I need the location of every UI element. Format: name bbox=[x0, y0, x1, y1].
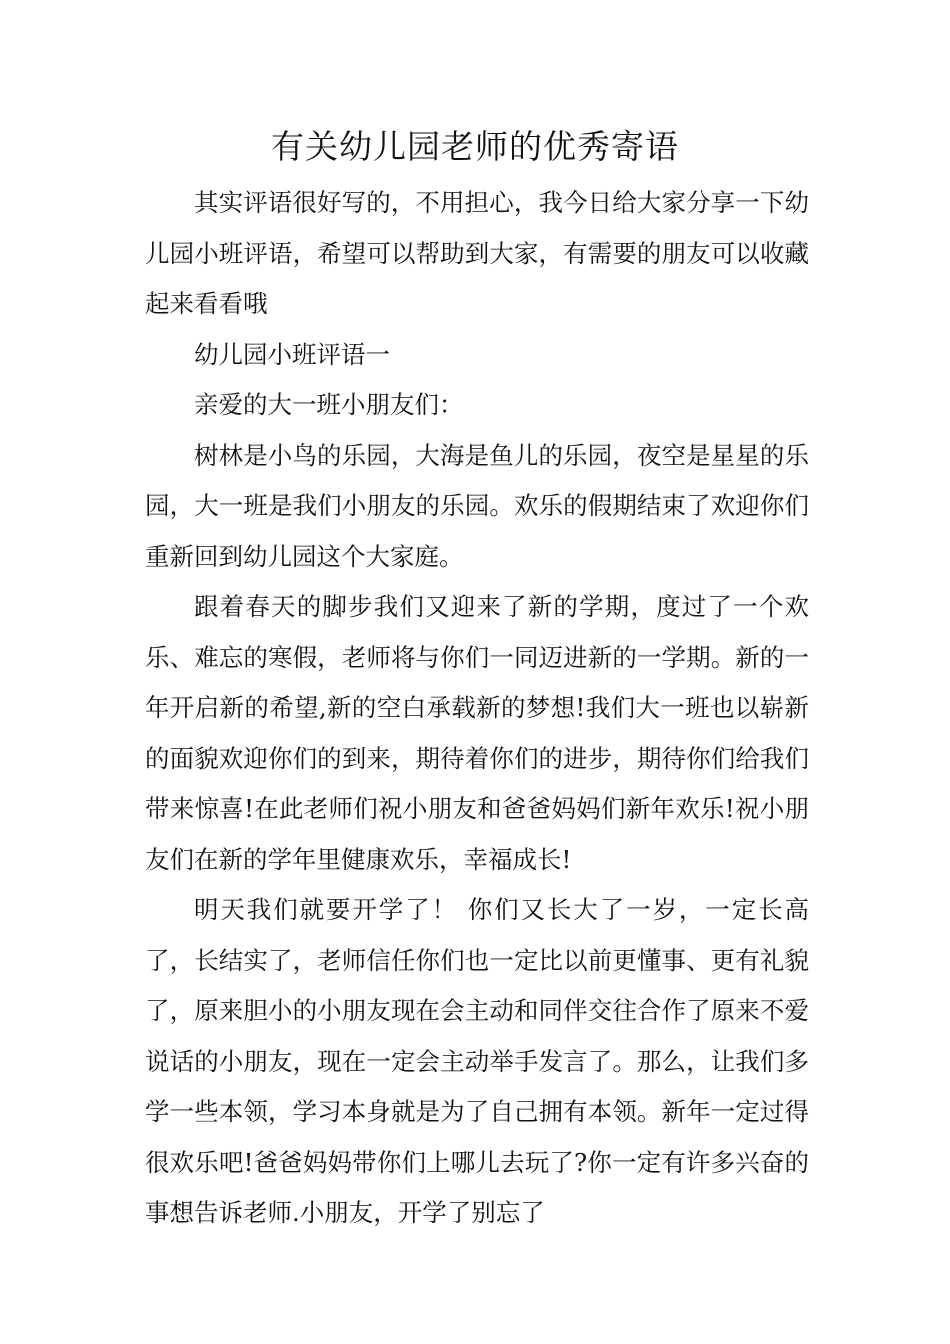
document-title: 有关幼儿园老师的优秀寄语 bbox=[271, 127, 679, 166]
paragraph-section-heading: 幼儿园小班评语一 bbox=[194, 339, 390, 369]
paragraph-body: 树林是小鸟的乐园，大海是鱼儿的乐园，夜空是星星的乐园，大一班是我们小朋友的乐园。欢乐的假期结束了欢迎你们重新回到幼儿园这个大家庭。 bbox=[145, 440, 809, 571]
document-body bbox=[145, 178, 809, 1239]
paragraph-intro: 其实评语很好写的，不用担心，我今日给大家分享一下幼儿园小班评语，希望可以帮助到大家，有需要的朋友可以收藏起来看看哦 bbox=[145, 188, 809, 318]
paragraph-body: 明天我们就要开学了！ 你们又长大了一岁，一定长高了，长结实了，老师信任你们也一定比以前更懂事、更有礼貌了，原来胆小的小朋友现在会主动和同伴交往合作了原来不爱说话的小朋友，现在一定会主动举手发言了。那么，让我们多学一些本领，学习本身就是为了自己拥有本领。新年一定过得很欢乐吧!爸爸妈妈带你们上哪儿去玩了?你一定有许多兴奋的事想告诉老师.小朋友，开学了别忘了 bbox=[145, 895, 809, 1227]
paragraph-body: 跟着春天的脚步我们又迎来了新的学期，度过了一个欢乐、难忘的寒假，老师将与你们一同迈进新的一学期。新的一年开启新的希望,新的空白承载新的梦想!我们大一班也以崭新的面貌欢迎你们的到来，期待着你们的进步，期待你们给我们带来惊喜!在此老师们祝小朋友和爸爸妈妈们新年欢乐!祝小朋友们在新的学年里健康欢乐，幸福成长! bbox=[145, 592, 809, 874]
paragraph-salutation: 亲爱的大一班小朋友们： bbox=[194, 390, 464, 419]
